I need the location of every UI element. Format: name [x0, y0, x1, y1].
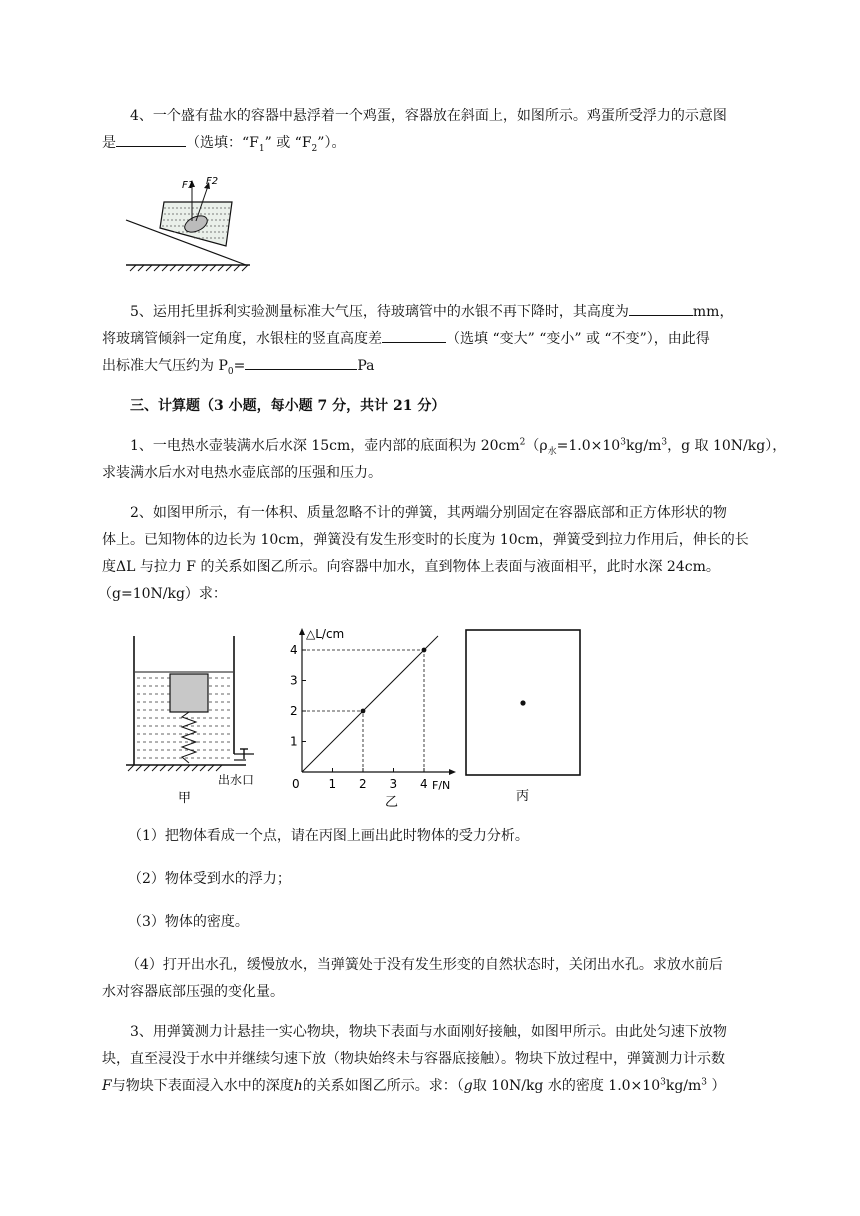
data-point — [422, 648, 427, 653]
q5-pressure-blank[interactable] — [245, 353, 357, 370]
x-axis-label: F/N — [432, 779, 451, 792]
label-bing: 丙 — [516, 789, 530, 804]
c1-line1: 1、一电热水壶装满水后水深 15cm，壶内部的底面积为 $20cm^2(\rho_水=1.0\times 10^3kg/m^3$，g 取 10N/kg）， — [130, 437, 787, 457]
y-tick-label: 4 — [290, 643, 298, 657]
label-jia: 甲 — [178, 791, 192, 806]
y-tick-label: 3 — [290, 673, 298, 688]
data-point — [361, 709, 366, 714]
outlet-label: 出水口 — [218, 773, 255, 787]
c2-line4: （g=10N/kg）求： — [98, 586, 227, 602]
x-tick-label: 3 — [389, 777, 398, 791]
x-tick-label: 4 — [420, 777, 428, 791]
label-f1: F1 — [182, 180, 195, 191]
q4-line1: 4、一个盛有盐水的容器中悬浮着一个鸡蛋，容器放在斜面上，如图所示。鸡蛋所受浮力的示意图 — [130, 108, 727, 124]
c2-line2: 体上。已知物体的边长为 10cm，弹簧没有发生形变时的长度为 10cm，弹簧受到拉力作用后，伸长的长 — [102, 532, 749, 548]
c2-sub2: （2）物体受到水的浮力； — [128, 871, 291, 887]
label-f2: F2 — [206, 176, 219, 187]
c1-line2: 求装满水后水对电热水壶底部的压强和压力。 — [102, 465, 382, 481]
c2-line3: 度ΔL 与拉力 F 的关系如图乙所示。向容器中加水，直到物体上表面与液面相平，此时水深 24cm。 — [102, 559, 720, 575]
q4-answer-blank[interactable] — [116, 130, 186, 147]
q5-line2: 将玻璃管倾斜一定角度，水银柱的竖直高度差 （选填 “变大” “变小” 或 “不变”），由此得 — [102, 326, 802, 353]
figure-bing — [462, 628, 592, 808]
q4-line2: 是 （选填：“$F_1$” 或 “$F_2$”）。 — [102, 130, 802, 157]
q5-height-blank[interactable] — [629, 299, 693, 316]
y-tick-label: 2 — [290, 704, 298, 718]
c2-sub1: （1）把物体看成一个点，请在丙图上画出此时物体的受力分析。 — [128, 828, 529, 844]
figure-yi-chart — [280, 626, 460, 810]
x-tick-label: 2 — [359, 777, 367, 791]
x-tick-label: 1 — [328, 777, 337, 791]
section-title: 三、计算题（3 小题，每小题 7 分，共计 21 分） — [130, 398, 446, 414]
c3-line1: 3、用弹簧测力计悬挂一实心物块，物块下表面与水面刚好接触，如图甲所示。由此处匀速下放物 — [130, 1024, 727, 1040]
c2-sub4-line2: 水对容器底部压强的变化量。 — [102, 984, 284, 1000]
y-axis-label: △L/cm — [306, 627, 345, 641]
object-point — [520, 700, 525, 705]
label-yi: 乙 — [385, 795, 399, 810]
c2-sub4-line1: （4）打开出水孔，缓慢放水，当弹簧处于没有发生形变的自然状态时，关闭出水孔。求放水前后 — [126, 957, 723, 973]
c2-sub3: （3）物体的密度。 — [128, 914, 249, 930]
x-axis-arrow — [449, 769, 456, 775]
x-tick-label: 0 — [292, 777, 300, 791]
q5-line1: 5、运用托里拆利实验测量标准大气压，待玻璃管中的水银不再下降时，其高度为 mm， — [102, 299, 802, 326]
series-line-extension — [424, 636, 438, 650]
q5-change-blank[interactable] — [382, 326, 446, 343]
y-tick-label: 1 — [290, 734, 298, 749]
figure-jia — [122, 632, 262, 808]
c3-line3: F与物块下表面浸入水中的深度h的关系如图乙所示。求：（g取 10N/kg 水的密度 $1.0\times 10^3kg/m^3$ ） — [102, 1077, 726, 1094]
y-axis-arrow — [299, 628, 305, 635]
egg-incline-figure — [124, 172, 254, 272]
c3-line2: 块，直至浸没于水中并继续匀速下放（物块始终未与容器底接触）。物块下放过程中，弹簧测力计示数 — [102, 1051, 725, 1067]
q5-line3: 出标准大气压约为 $P_0= Pa$ — [102, 353, 802, 380]
c2-line1: 2、如图甲所示，有一体积、质量忽略不计的弹簧，其两端分别固定在容器底部和正方体形状的物 — [130, 505, 727, 521]
